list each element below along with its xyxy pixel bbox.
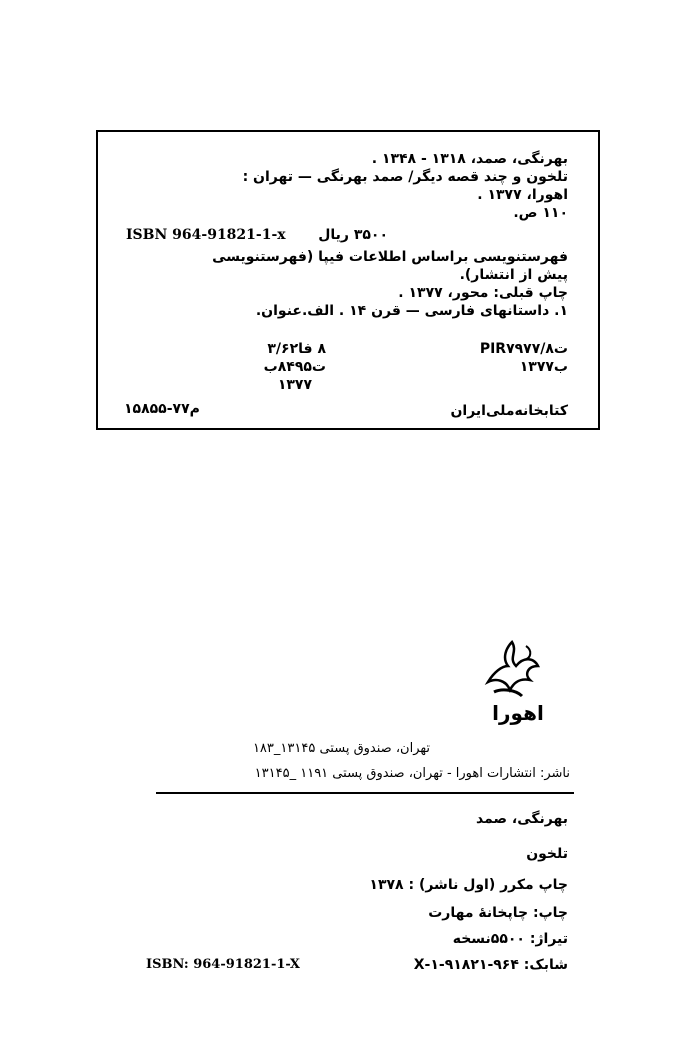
book-printer: چاپ: چاپخانهٔ مهارت — [428, 905, 568, 921]
catalog-line-author: بهرنگی، صمد، ۱۳۱۸ - ۱۳۴۸ . — [371, 151, 568, 167]
catalog-line-fipa: فهرستنویسی براساس اطلاعات فیپا (فهرستنویسی — [212, 249, 568, 265]
publisher-main-line: ناشر: انتشارات اهورا - تهران، صندوق پستی ۱۱۹۱ _۱۳۱۴۵ — [254, 766, 570, 781]
book-shabak: شابک: ۹۶۴-۹۱۸۲۱-۱-X — [413, 957, 568, 973]
catalog-isbn: ISBN 964-91821-1-x — [126, 227, 286, 243]
call-number-left-2: ب۱۳۷۷ — [519, 359, 568, 375]
catalog-line-previous-print: چاپ قبلی: محور، ۱۳۷۷ . — [398, 285, 568, 301]
publisher-address: تهران، صندوق پستی ۱۳۱۴۵_۱۸۳ — [252, 741, 430, 756]
call-number-right-1: ۸ فا۳/۶۲ — [267, 341, 326, 357]
catalog-line-publisher: اهورا، ۱۳۷۷ . — [477, 187, 568, 203]
call-number-left-1: PIR۷۹۷۷/ت۸ — [479, 341, 568, 357]
call-number-right-3: ۱۳۷۷ — [277, 377, 312, 393]
catalog-line-pages: ۱۱۰ ص. — [513, 205, 568, 221]
catalog-price: ۳۵۰۰ ریال — [318, 227, 388, 243]
catalog-line-title: تلخون و چند قصه دیگر/ صمد بهرنگی — تهران : — [242, 169, 568, 185]
book-title: تلخون — [526, 846, 568, 862]
call-number-right-2: ت۸۴۹۵ب — [263, 359, 326, 375]
book-author: بهرنگی، صمد — [476, 811, 568, 827]
catalog-card — [96, 130, 600, 430]
divider-rule — [156, 792, 574, 794]
catalog-line-subject: ۱. داستانهای فارسی — قرن ۱۴ . الف.عنوان. — [255, 303, 568, 319]
record-number: م۷۷-۱۵۸۵۵ — [124, 401, 200, 417]
book-print-run: تیراژ: ۵۵۰۰نسخه — [452, 931, 568, 947]
book-isbn-latin: ISBN: 964-91821-1-X — [146, 957, 300, 972]
publisher-logo — [472, 636, 562, 734]
catalog-line-fipa-cont: پیش از انتشار). — [459, 267, 568, 283]
library-name: کتابخانه‌ملی‌ایران — [450, 403, 568, 419]
publisher-logo-text: اهورا — [492, 701, 544, 725]
book-reprint: چاپ مکرر (اول ناشر) : ۱۳۷۸ — [369, 877, 568, 893]
